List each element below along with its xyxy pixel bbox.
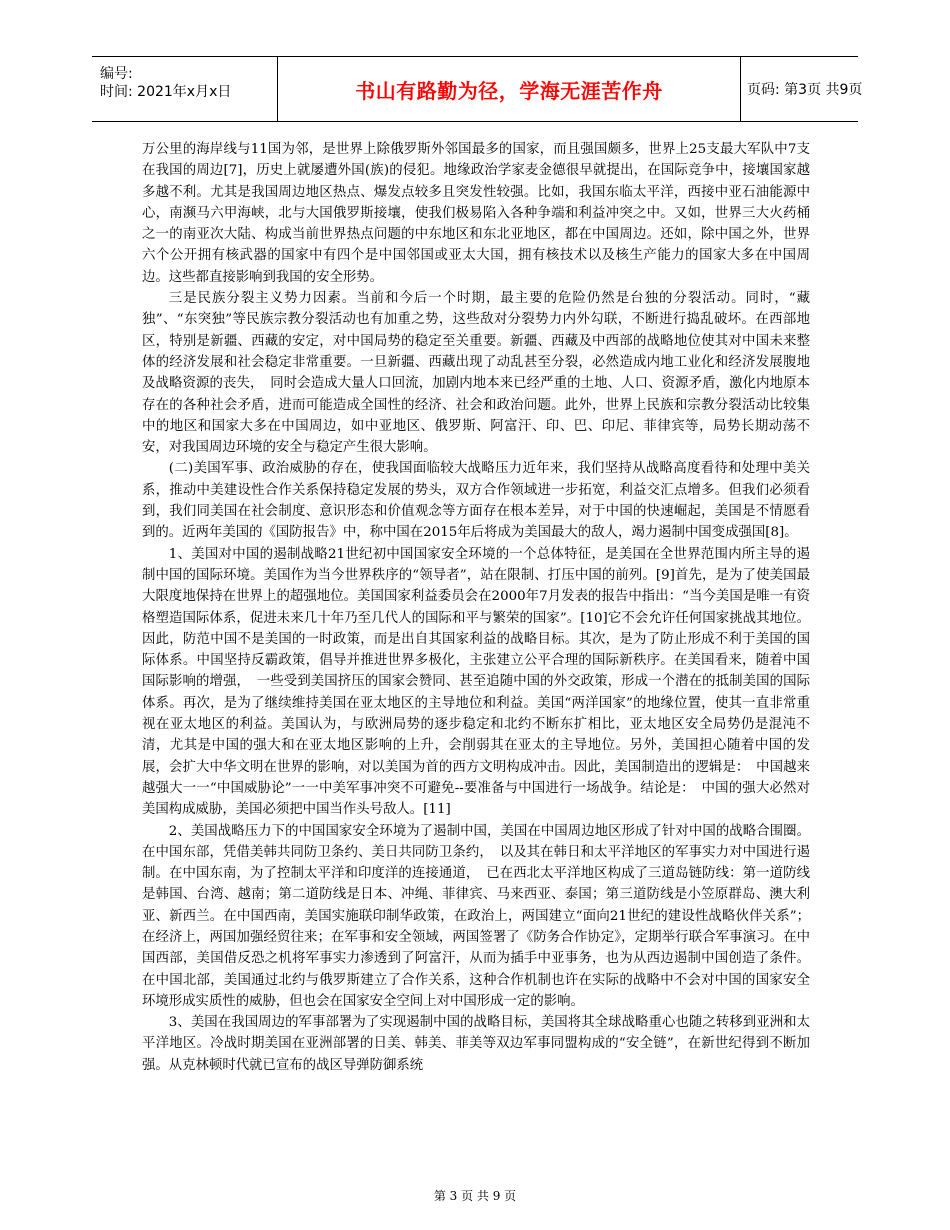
header-motto: 书山有路勤为径，学海无涯苦作舟 xyxy=(355,78,663,103)
paragraph: 3、美国在我国周边的军事部署为了实现遏制中国的战略目标，美国将其全球战略重心也随之转移到亚洲和太平洋地区。冷战时期美国在亚洲部署的日美、韩美、菲美等双边军事同盟构成的“安全链”，在新世纪得到不断加强。从克林顿时代就已宣布的战区导弹防御系统 xyxy=(142,1015,810,1073)
page-info: 页码: 第3页 共9页 xyxy=(747,82,863,98)
page-header xyxy=(92,56,863,122)
document-date: 时间: 2021年x月x日 xyxy=(100,84,232,100)
paragraph: 1、美国对中国的遏制战略21世纪初中国国家安全环境的一个总体特征，是美国在全世界范围内所主导的遏制中国的国际环境。美国作为当今世界秩序的“领导者”，站在限制、打压中国的前列。[9]首先，是为了使美国最大限度地保持在世界上的超强地位。美国国家利益委员会在2000年7月发表的报告中指出：“当今美国是唯一有资格塑造国际体系，促进未来几十年乃至几代人的国际和平与繁荣的国家”。[10]它不会允许任何国家挑战其地位。因此，防范中国不是美国的一时政策，而是出自其国家利益的战略目标。其次，是为了防止形成不利于美国的国际体系。中国坚持反霸政策，倡导并推进世界多极化，主张建立公平合理的国际新秩序。在美国看来，随着中国国际影响的增强， 一些受到美国挤压的国家会赞同、甚至追随中国的外交政策，形成一个潜在的抵制美国的国际体系。再次，是为了继续维持美国在亚太地区的主导地位和利益。美国“两洋国家”的地缘位置，使其一直非常重视在亚太地区的利益。美国认为，与欧洲局势的逐步稳定和北约不断东扩相比，亚太地区安全局势仍是混沌不清，尤其是中国的强大和在亚太地区影响的上升，会削弱其在亚太的主导地位。另外，美国担心随着中国的发展，会扩大中华文明在世界的影响，对以美国为首的西方文明构成冲击。因此，美国制造出的逻辑是： 中国越来越强大一一“中国威胁论”一一中美军事冲突不可避免--要准备与中国进行一场战争。结论是： 中国的强大必然对美国构成威胁，美国必须把中国当作头号敌人。[11] xyxy=(142,546,810,818)
paragraph: 2、美国战略压力下的中国国家安全环境为了遏制中国，美国在中国周边地区形成了针对中国的战略合围圈。在中国东部，凭借美韩共同防卫条约、美日共同防卫条约， 以及其在韩日和太平洋地区的军事实力对中国进行遏制。在中国东南，为了控制太平洋和印度洋的连接通道， 已在西北太平洋地区构成了三道岛链防线：第一道防线是韩国、台湾、越南；第二道防线是日本、冲绳、菲律宾、马来西亚、泰国；第三道防线是小笠原群岛、澳大利亚、新西兰。在中国西南，美国实施联印制华政策，在政治上，两国建立“面向21世纪的建设性战略伙伴关系”；在经济上，两国加强经贸往来；在军事和安全领域，两国签署了《防务合作协定》，定期举行联合军事演习。在中国西部，美国借反恐之机将军事实力渗透到了阿富汗，从而为插手中亚事务，也为从西边遏制中国创造了条件。在中国北部，美国通过北约与俄罗斯建立了合作关系，这种合作机制也许在实际的战略中不会对中国的国家安全环境形成实质性的威胁，但也会在国家安全空间上对中国形成一定的影响。 xyxy=(142,823,810,1009)
paragraph: (二)美国军事、政治威胁的存在，使我国面临较大战略压力近年来，我们坚持从战略高度看待和处理中美关系，推动中美建设性合作关系保持稳定发展的势头，双方合作领域进一步拓宽，利益交汇点增多。但我们必须看到，我们同美国在社会制度、意识形态和价值观念等方面存在根本差异，对于中国的快速崛起，美国是不情愿看到的。近两年美国的《国防报告》中，称中国在2015年后将成为美国最大的敌人，竭力遏制中国变成强国[8]。 xyxy=(142,461,810,541)
header-meta xyxy=(92,57,278,121)
paragraph: 万公里的海岸线与11国为邻，是世界上除俄罗斯外邻国最多的国家，而且强国颇多，世界上25支最大军队中7支在我国的周边[7]，历史上就屡遭外国(族)的侵犯。地缘政治学家麦金德很早就提出，在国际竞争中，接壤国家越多越不利。尤其是我国周边地区热点、爆发点较多且突发性较强。比如，我国东临太平洋，西接中亚石油能源中心，南濒马六甲海峡，北与大国俄罗斯接壤，使我们极易陷入各种争端和利益冲突之中。又如，世界三大火药桶之一的南亚次大陆、构成当前世界热点问题的中东地区和东北亚地区，都在中国周边。还如，除中国之外，世界六个公开拥有核武器的国家中有四个是中国邻国或亚太大国，拥有核技术以及核生产能力的国家大多在中国周边。这些都直接影响到我国的安全形势。 xyxy=(142,142,810,285)
header-motto-cell xyxy=(278,57,741,121)
page-footer: 第 3 页 共 9 页 xyxy=(433,1189,517,1203)
paragraph: 三是民族分裂主义势力因素。当前和今后一个时期，最主要的危险仍然是台独的分裂活动。同时，“藏独”、“东突独”等民族宗教分裂活动也有加重之势，这些敌对分裂势力内外勾联，不断进行捣乱破坏。在西部地区，特别是新疆、西藏的安定，对中国局势的稳定至关重要。新疆、西藏及中西部的战略地位使其对中国未来整体的经济发展和社会稳定非常重要。一旦新疆、西藏出现了动乱甚至分裂，必然造成内地工业化和经济发展腹地及战略资源的丧失， 同时会造成大量人口回流，加剧内地本来已经严重的土地、人口、资源矛盾，激化内地原本存在的各种社会矛盾，进而可能造成全国性的经济、社会和政治问题。此外，世界上民族和宗教分裂活动比较集中的地区和国家大多在中国周边，如中亚地区、俄罗斯、阿富汗、印、巴、印尼、菲律宾等，局势长期动荡不安，对我国周边环境的安全与稳定产生很大影响。 xyxy=(142,291,810,456)
document-number-label: 编号: xyxy=(100,66,133,82)
document-body xyxy=(142,139,810,1076)
